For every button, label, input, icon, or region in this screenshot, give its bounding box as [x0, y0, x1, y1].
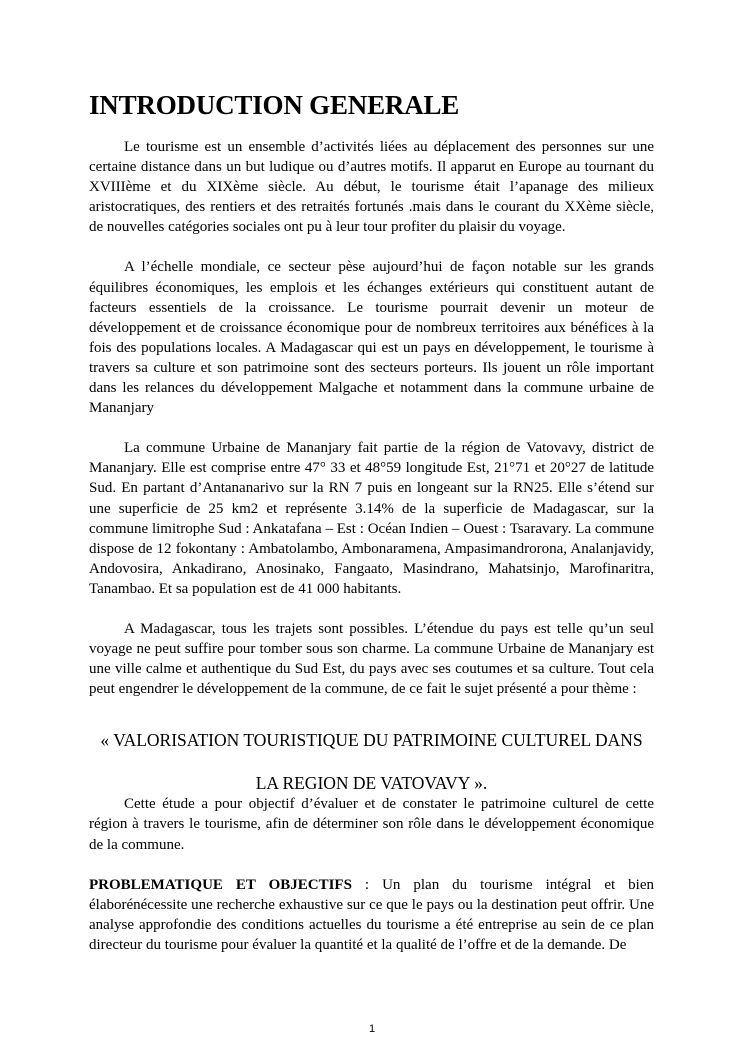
paragraph-study-objective: Cette étude a pour objectif d’évaluer et de constater le patrimoine culturel de cette région à travers le tourisme, afin de déterminer son rôle dans le développement économique de la commune.	[89, 796, 654, 853]
paragraph-problematique	[89, 875, 654, 955]
problematique-text: : Un plan du tourisme intégral et bien élaborénécessite une recherche exhaustive sur ce que le pays ou la destination peut offrir. Une analyse approfondie des conditions actuelles du tourisme a été entreprise au sein de ce plan directeur du tourisme pour évaluer la quantité et la qualité de l’offre et de la demande. De	[89, 876, 655, 953]
problematique-heading: PROBLEMATIQUE ET OBJECTIFS	[89, 876, 352, 893]
theme-title-line-2: LA REGION DE VATOVAVY ».	[255, 773, 488, 794]
paragraph-tourism-definition: Le tourisme est un ensemble d’activités liées au déplacement des personnes sur une certaine distance dans un but ludique ou d’autres motifs. Il apparut en Europe au tournant du XVIIIème et du XIXème siècle. Au début, le tourisme était l’apanage des milieux aristocratiques, des rentiers et des retraités fortunés .mais dans le courant du XXème siècle, de nouvelles catégories sociales ont pu à leur tour profiter du plaisir du voyage.	[89, 139, 654, 236]
page-number: 1	[368, 1023, 376, 1035]
paragraph-commune-description: La commune Urbaine de Mananjary fait partie de la région de Vatovavy, district de Mananjary. Elle est comprise entre 47° 33 et 48°59 longitude Est, 21°71 et 20°27 de latitude Sud. En partant d’Antananarivo sur la RN 7 puis en longeant sur la RN25. Elle s’étend sur une superficie de 25 km2 et représente 3.14% de la superficie de Madagascar, sur la commune limitrophe Sud : Ankatafana – Est : Océan Indien – Ouest : Tsaravary. La commune dispose de 12 fokontany : Ambatolambo, Ambonaramena, Ampasimandrorona, Analanjavidy, Andovosira, Ankadirano, Anosinako, Fangaato, Masindrano, Mahatsinjo, Marofinaritra, Tanambao. Et sa population est de 41 000 habitants.	[89, 440, 654, 597]
paragraph-madagascar-travel: A Madagascar, tous les trajets sont possibles. L’étendue du pays est telle qu’un seul voyage ne peut suffire pour tomber sous son charme. La commune Urbaine de Mananjary est une ville calme et authentique du Sud Est, du pays avec ses coutumes et sa culture. Tout cela peut engendrer le développement de la commune, de ce fait le sujet présenté a pour thème :	[89, 620, 654, 698]
page-content	[89, 88, 654, 955]
paragraph-world-scale: A l’échelle mondiale, ce secteur pèse aujourd’hui de façon notable sur les grands équilibres économiques, les emplois et les échanges extérieurs qui constituent autant de facteurs essentiels de la croissance. Le tourisme pourrait devenir un moteur de développement et de croissance économique pour de nombreux territoires aux bénéfices à la fois des populations locales. A Madagascar qui est un pays en développement, le tourisme à travers sa culture et son patrimoine sont des secteurs porteurs. Ils jouent un rôle important dans les relances du développement Malgache et notamment dans la commune urbaine de Mananjary	[89, 259, 654, 417]
page-title: INTRODUCTION GENERALE	[89, 90, 460, 120]
theme-title-line-1: « VALORISATION TOURISTIQUE DU PATRIMOINE CULTUREL DANS	[100, 730, 643, 751]
